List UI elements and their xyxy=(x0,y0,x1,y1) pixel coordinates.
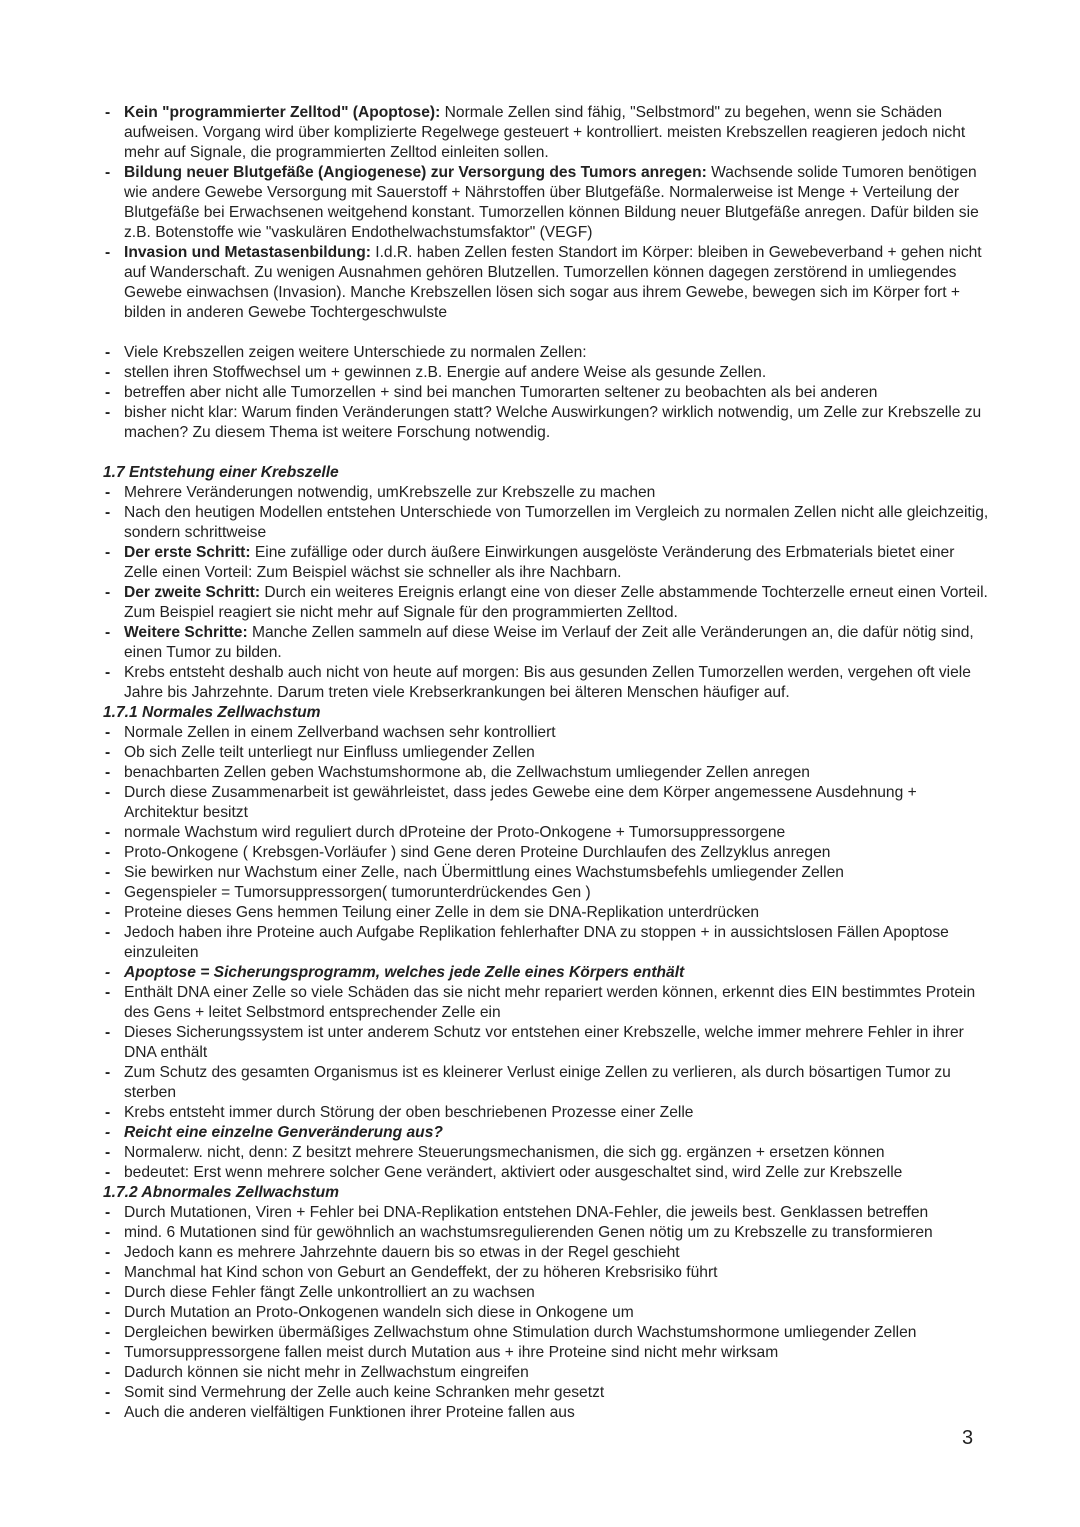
list-item: - Dieses Sicherungssystem ist unter anderem Schutz vor entstehen einer Krebszelle, welche immer mehrere Fehler in ihrer DNA enthält xyxy=(101,1023,991,1063)
page-number: 3 xyxy=(962,1427,974,1449)
list-item: - mind. 6 Mutationen sind für gewöhnlich an wachstumsregulierenden Genen nötig um zu Krebszelle zu transformieren xyxy=(101,1223,991,1243)
cancer-features-list xyxy=(101,103,991,323)
list-item: - normale Wachstum wird reguliert durch dProteine der Proto-Onkogene + Tumorsuppressorgene xyxy=(101,823,991,843)
list-item: - Durch Mutation an Proto-Onkogenen wandeln sich diese in Onkogene um xyxy=(101,1303,991,1323)
list-item: - Der erste Schritt: Eine zufällige oder durch äußere Einwirkungen ausgelöste Veränderung des Erbmaterials bietet einer Zelle einen Vorteil: Zum Beispiel wächst sie schneller als ihre Nachbarn. xyxy=(101,543,991,583)
list-item: - Kein "programmierter Zelltod" (Apoptose): Normale Zellen sind fähig, "Selbstmord" zu begehen, wenn sie Schäden aufweisen. Vorgang wird über komplizierte Regelwege gesteuert + kontrolliert. meisten Krebszellen reagieren jedoch nicht mehr auf Signale, die programmierten Zelltod einleiten sollen. xyxy=(101,103,991,163)
list-item: - Zum Schutz des gesamten Organismus ist es kleinerer Verlust einige Zellen zu verlieren, als durch bösartigen Tumor zu sterben xyxy=(101,1063,991,1103)
section-1-7-list xyxy=(101,483,991,703)
list-item: - Normalerw. nicht, denn: Z besitzt mehrere Steuerungsmechanismen, die sich gg. ergänzen + ersetzen können xyxy=(101,1143,991,1163)
list-item: - Bildung neuer Blutgefäße (Angiogenese) zur Versorgung des Tumors anregen: Wachsende solide Tumoren benötigen wie andere Gewebe Versorgung mit Sauerstoff + Nährstoffen über Blutgefäße. Normalerweise ist Menge + Verteilung der Blutgefäße bei Erwachsenen weitgehend konstant. Tumorzellen können Bildung neuer Blutgefäße anregen. Dafür bilden sie z.B. Botenstoffe wie "vaskulären Endothelwachstumsfaktor" (VEGF) xyxy=(101,163,991,243)
list-item: - Somit sind Vermehrung der Zelle auch keine Schranken mehr gesetzt xyxy=(101,1383,991,1403)
section-1-7-1-list xyxy=(101,723,991,1183)
list-item: - Mehrere Veränderungen notwendig, umKrebszelle zur Krebszelle zu machen xyxy=(101,483,991,503)
list-item: - Durch diese Zusammenarbeit ist gewährleistet, dass jedes Gewebe eine dem Körper angemessene Ausdehnung + Architektur besitzt xyxy=(101,783,991,823)
list-item: - Gegenspieler = Tumorsuppressorgen( tumorunterdrückendes Gen ) xyxy=(101,883,991,903)
list-item: - Nach den heutigen Modellen entstehen Unterschiede von Tumorzellen im Vergleich zu normalen Zellen nicht alle gleichzeitig, sondern schrittweise xyxy=(101,503,991,543)
list-item: - Der zweite Schritt: Durch ein weiteres Ereignis erlangt eine von dieser Zelle abstammende Tochterzelle erneut einen Vorteil. Zum Beispiel reagiert sie nicht mehr auf Signale für den programmierten Zelltod. xyxy=(101,583,991,623)
section-heading-1-7-2: 1.7.2 Abnormales Zellwachstum xyxy=(103,1184,340,1201)
list-item: - Jedoch haben ihre Proteine auch Aufgabe Replikation fehlerhafter DNA zu stoppen + in aussichtslosen Fällen Apoptose einzuleiten xyxy=(101,923,991,963)
section-heading-1-7: 1.7 Entstehung einer Krebszelle xyxy=(103,464,339,481)
list-item: - Durch Mutationen, Viren + Fehler bei DNA-Replikation entstehen DNA-Fehler, die jeweils best. Genklassen betreffen xyxy=(101,1203,991,1223)
list-item: - Apoptose = Sicherungsprogramm, welches jede Zelle eines Körpers enthält xyxy=(101,963,991,983)
list-item: - Krebs entsteht immer durch Störung der oben beschriebenen Prozesse einer Zelle xyxy=(101,1103,991,1123)
list-item: - Dadurch können sie nicht mehr in Zellwachstum eingreifen xyxy=(101,1363,991,1383)
list-item: - Normale Zellen in einem Zellverband wachsen sehr kontrolliert xyxy=(101,723,991,743)
list-item: - Dergleichen bewirken übermäßiges Zellwachstum ohne Stimulation durch Wachstumshormone umliegender Zellen xyxy=(101,1323,991,1343)
list-item: - bedeutet: Erst wenn mehrere solcher Gene verändert, aktiviert oder ausgeschaltet sind, wird Zelle zur Krebszelle xyxy=(101,1163,991,1183)
list-item: - Weitere Schritte: Manche Zellen sammeln auf diese Weise im Verlauf der Zeit alle Veränderungen an, die dafür nötig sind, einen Tumor zu bilden. xyxy=(101,623,991,663)
list-item: - Enthält DNA einer Zelle so viele Schäden das sie nicht mehr repariert werden können, erkennt dies EIN bestimmtes Protein des Gens + leitet Selbstmord entsprechender Zelle ein xyxy=(101,983,991,1023)
spacer xyxy=(101,323,991,343)
list-item: - Sie bewirken nur Wachstum einer Zelle, nach Übermittlung eines Wachstumsbefehls umliegender Zellen xyxy=(101,863,991,883)
section-1-7-2-list xyxy=(101,1203,991,1423)
list-item: - benachbarten Zellen geben Wachstumshormone ab, die Zellwachstum umliegender Zellen anregen xyxy=(101,763,991,783)
list-item: - Auch die anderen vielfältigen Funktionen ihrer Proteine fallen aus xyxy=(101,1403,991,1423)
list-item: - stellen ihren Stoffwechsel um + gewinnen z.B. Energie auf andere Weise als gesunde Zellen. xyxy=(101,363,991,383)
list-item: - Viele Krebszellen zeigen weitere Unterschiede zu normalen Zellen: xyxy=(101,343,991,363)
list-item: - bisher nicht klar: Warum finden Veränderungen statt? Welche Auswirkungen? wirklich notwendig, um Zelle zur Krebszelle zu machen? Zu diesem Thema ist weitere Forschung notwendig. xyxy=(101,403,991,443)
section-heading-1-7-1: 1.7.1 Normales Zellwachstum xyxy=(103,704,321,721)
list-item: - Tumorsuppressorgene fallen meist durch Mutation aus + ihre Proteine sind nicht mehr wirksam xyxy=(101,1343,991,1363)
spacer xyxy=(101,443,991,463)
list-item: - Manchmal hat Kind schon von Geburt an Gendeffekt, der zu höheren Krebsrisiko führt xyxy=(101,1263,991,1283)
list-item: - Durch diese Fehler fängt Zelle unkontrolliert an zu wachsen xyxy=(101,1283,991,1303)
list-item: - betreffen aber nicht alle Tumorzellen + sind bei manchen Tumorarten seltener zu beobachten als bei anderen xyxy=(101,383,991,403)
page-content xyxy=(101,103,991,1423)
list-item: - Krebs entsteht deshalb auch nicht von heute auf morgen: Bis aus gesunden Zellen Tumorzellen werden, vergehen oft viele Jahre bis Jahrzehnte. Darum treten viele Krebserkrankungen bei älteren Menschen häufiger auf. xyxy=(101,663,991,703)
list-item: - Ob sich Zelle teilt unterliegt nur Einfluss umliegender Zellen xyxy=(101,743,991,763)
list-item: - Reicht eine einzelne Genveränderung aus? xyxy=(101,1123,991,1143)
list-item: - Invasion und Metastasenbildung: I.d.R. haben Zellen festen Standort im Körper: bleiben in Gewebeverband + gehen nicht auf Wanderschaft. Zu wenigen Ausnahmen gehören Blutzellen. Tumorzellen können dagegen zerstörend in umliegendes Gewebe einwachsen (Invasion). Manche Krebszellen lösen sich sogar aus ihrem Gewebe, bewegen sich im Körper fort + bilden in anderen Gewebe Tochtergeschwulste xyxy=(101,243,991,323)
further-differences-list xyxy=(101,343,991,443)
list-item: - Jedoch kann es mehrere Jahrzehnte dauern bis so etwas in der Regel geschieht xyxy=(101,1243,991,1263)
list-item: - Proteine dieses Gens hemmen Teilung einer Zelle in dem sie DNA-Replikation unterdrücken xyxy=(101,903,991,923)
list-item: - Proto-Onkogene ( Krebsgen-Vorläufer ) sind Gene deren Proteine Durchlaufen des Zellzyklus anregen xyxy=(101,843,991,863)
